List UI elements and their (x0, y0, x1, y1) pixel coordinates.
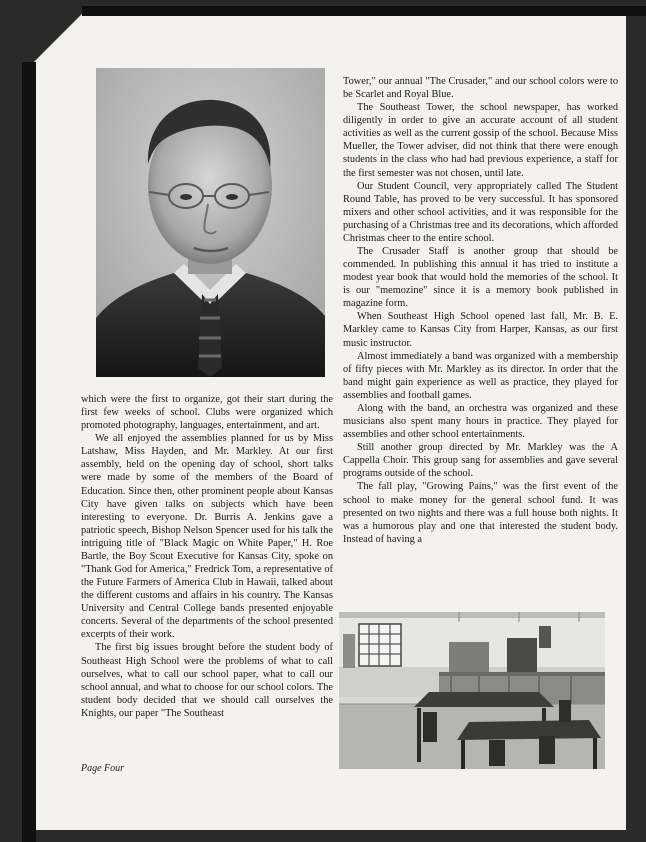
paragraph: Almost immediately a band was organized with a membership of fifty pieces with Mr. Markley as its director. In order that the band might gain experience as well as practice, they played for assemblies and football games. (343, 350, 618, 401)
paragraph: The Southeast Tower, the school newspaper, has worked diligently in order to give an accurate account of all student activities as well as the current gossip of the school. Because Miss Mueller, the Tower adviser, did not think that there were enough students in the class who had had previous experience, a staff for the first semester was not chosen, until late. (343, 102, 618, 179)
paragraph: The Crusader Staff is another group that should be commended. In publishing this annual it has tried to institute a modest year book that would hold the memories of the school. It is our "memozine" since it is a memory book published in magazine form. (343, 246, 618, 310)
paragraph: which were the first to organize, got their start during the first few weeks of school. Clubs were organized which promoted photography, languages, entertainment, and art. (81, 394, 333, 432)
paragraph: The fall play, "Growing Pains," was the first event of the school to make money for the general school fund. It was presented on two nights and there was a full house both nights. It was a humorous play and one that interested the student body. Instead of having a (343, 481, 618, 545)
paragraph: We all enjoyed the assemblies planned for us by Miss Latshaw, Miss Hayden, and Mr. Markley. At our first assembly, held on the opening day of school, short talks were made by some of the members of the Board of Education. Since then, other prominent people about Kansas City have given talks on subjects which have been interesting to everyone. Dr. Burris A. Jenkins gave a patriotic speech, Bishop Nelson Spencer used for his talk the intriguing title of "Black Magic on White Paper," H. Roe Bartle, the Boy Scout Executive for Kansas City, spoke on "Thank God for America," Fredrick Tom, a representative of the Future Farmers of America Club in Hawaii, talked about the different customs and affairs in his country. The Kansas University and Central College bands presented enjoyable concerts. Several of the departments of the school presented excerpts of their work. (81, 433, 333, 641)
portrait-illustration (96, 68, 325, 377)
classroom-photo (339, 612, 605, 769)
paragraph: Still another group directed by Mr. Markley was the A Cappella Choir. This group sang for assemblies and gave several programs outside of the school. (343, 442, 618, 480)
paragraph: Our Student Council, very appropriately called The Student Round Table, has proved to be very successful. It has sponsored mixers and other school activities, and it was responsible for the purchasing of a Christmas tree and its decorations, which afforded Christmas cheer to the entire school. (343, 180, 618, 244)
portrait-photo (96, 68, 325, 377)
paragraph: Along with the band, an orchestra was organized and these musicians also spent many hours in practice. They played for assemblies and other school entertainments. (343, 402, 618, 441)
paragraph: The first big issues brought before the student body of Southeast High School were the problems of what to call ourselves, what to call our school paper, what to call our school annual, and what to choose for our school colors. The student body decided that we should call ourselves the Knights, our paper "The Southeast (81, 642, 333, 719)
left-text-column (81, 393, 333, 720)
paragraph: Tower," our annual "The Crusader," and our school colors were to be Scarlet and Royal Blue. (343, 76, 618, 101)
classroom-illustration (339, 612, 605, 769)
right-text-column (343, 75, 618, 546)
scan-edge-top (82, 6, 646, 16)
paragraph: When Southeast High School opened last fall, Mr. B. E. Markley came to Kansas City from Harper, Kansas, as our first music instructor. (343, 311, 618, 349)
page-number-label: Page Four (81, 763, 125, 774)
scan-edge-left (22, 62, 36, 842)
